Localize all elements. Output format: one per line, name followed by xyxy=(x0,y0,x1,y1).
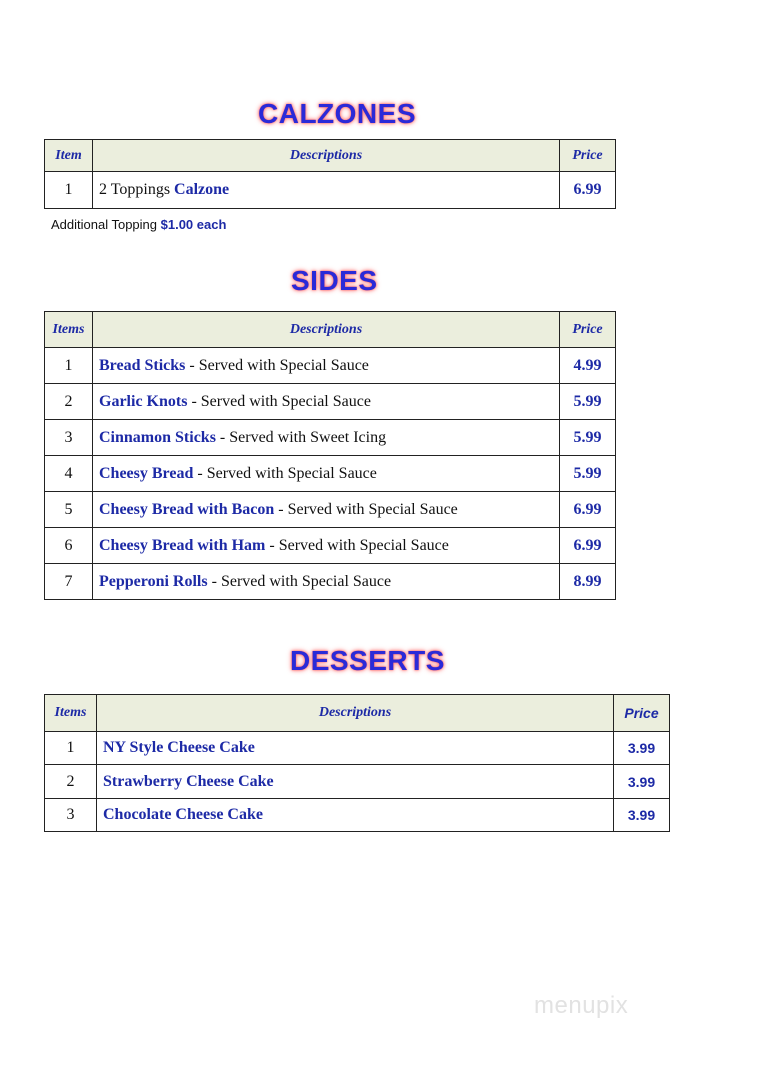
item-number: 1 xyxy=(45,348,93,384)
item-detail: - Served with Special Sauce xyxy=(185,356,369,374)
price-header: Price xyxy=(560,312,616,348)
item-description xyxy=(93,564,560,600)
item-name: Bread Sticks xyxy=(99,356,186,374)
item-price: 3.99 xyxy=(614,732,670,765)
desserts-title: DESSERTS xyxy=(290,645,445,676)
item-description xyxy=(93,348,560,384)
item-number: 4 xyxy=(45,456,93,492)
table-row xyxy=(45,172,616,209)
item-name: NY Style Cheese Cake xyxy=(103,739,255,756)
item-detail: - Served with Special Sauce xyxy=(193,464,377,482)
item-name: Cheesy Bread with Ham xyxy=(99,536,266,554)
table-header-row xyxy=(45,695,670,732)
table-header-row xyxy=(45,312,616,348)
item-name: Calzone xyxy=(174,181,230,198)
item-number: 5 xyxy=(45,492,93,528)
item-description xyxy=(97,732,614,765)
price-header: Price xyxy=(560,140,616,172)
table-header-row xyxy=(45,140,616,172)
item-number: 7 xyxy=(45,564,93,600)
item-description xyxy=(93,528,560,564)
item-price: 6.99 xyxy=(560,172,616,209)
item-number: 2 xyxy=(45,765,97,799)
table-row xyxy=(45,528,616,564)
item-name: Cheesy Bread with Bacon xyxy=(99,500,275,518)
descriptions-header: Descriptions xyxy=(93,312,560,348)
item-description xyxy=(97,765,614,799)
table-row xyxy=(45,420,616,456)
item-name: Garlic Knots xyxy=(99,392,188,410)
item-price: 5.99 xyxy=(560,384,616,420)
item-description xyxy=(93,172,560,209)
item-description xyxy=(97,799,614,832)
descriptions-header: Descriptions xyxy=(97,695,614,732)
item-detail: - Served with Sweet Icing xyxy=(215,428,387,446)
item-number: 3 xyxy=(45,799,97,832)
table-row xyxy=(45,492,616,528)
item-detail: - Served with Special Sauce xyxy=(265,536,449,554)
table-row xyxy=(45,384,616,420)
price-header: Price xyxy=(614,695,670,732)
item-price: 4.99 xyxy=(560,348,616,384)
item-description xyxy=(93,420,560,456)
description-prefix: 2 Toppings xyxy=(99,181,175,198)
item-price: 3.99 xyxy=(614,799,670,832)
note-text: Additional Topping xyxy=(51,217,161,232)
item-number: 3 xyxy=(45,420,93,456)
item-price: 8.99 xyxy=(560,564,616,600)
item-price: 6.99 xyxy=(560,492,616,528)
sides-title: SIDES xyxy=(291,265,378,296)
item-description xyxy=(93,384,560,420)
desserts-table xyxy=(44,694,670,832)
table-row xyxy=(45,765,670,799)
item-header: Item xyxy=(45,140,93,172)
table-row xyxy=(45,564,616,600)
item-number: 1 xyxy=(45,732,97,765)
items-header: Items xyxy=(45,312,93,348)
additional-topping-note xyxy=(51,217,226,232)
item-number: 2 xyxy=(45,384,93,420)
item-name: Strawberry Cheese Cake xyxy=(103,772,274,790)
calzones-title: CALZONES xyxy=(258,98,416,129)
menupix-watermark: menupix xyxy=(534,992,629,1019)
item-detail: - Served with Special Sauce xyxy=(187,392,371,410)
table-row xyxy=(45,348,616,384)
item-price: 5.99 xyxy=(560,456,616,492)
note-price: $1.00 each xyxy=(160,217,227,232)
item-description xyxy=(93,492,560,528)
item-price: 3.99 xyxy=(614,765,670,799)
item-name: Pepperoni Rolls xyxy=(99,572,208,590)
item-description xyxy=(93,456,560,492)
descriptions-header: Descriptions xyxy=(93,140,560,172)
table-row xyxy=(45,799,670,832)
item-name: Cinnamon Sticks xyxy=(99,428,216,446)
item-detail: - Served with Special Sauce xyxy=(274,500,458,518)
item-name: Chocolate Cheese Cake xyxy=(103,806,263,823)
items-header: Items xyxy=(45,695,97,732)
item-number: 1 xyxy=(45,172,93,209)
item-name: Cheesy Bread xyxy=(99,464,194,482)
table-row xyxy=(45,456,616,492)
calzones-table xyxy=(44,139,616,209)
table-row xyxy=(45,732,670,765)
item-detail: - Served with Special Sauce xyxy=(207,572,392,590)
item-number: 6 xyxy=(45,528,93,564)
sides-table xyxy=(44,311,616,600)
item-price: 5.99 xyxy=(560,420,616,456)
item-price: 6.99 xyxy=(560,528,616,564)
